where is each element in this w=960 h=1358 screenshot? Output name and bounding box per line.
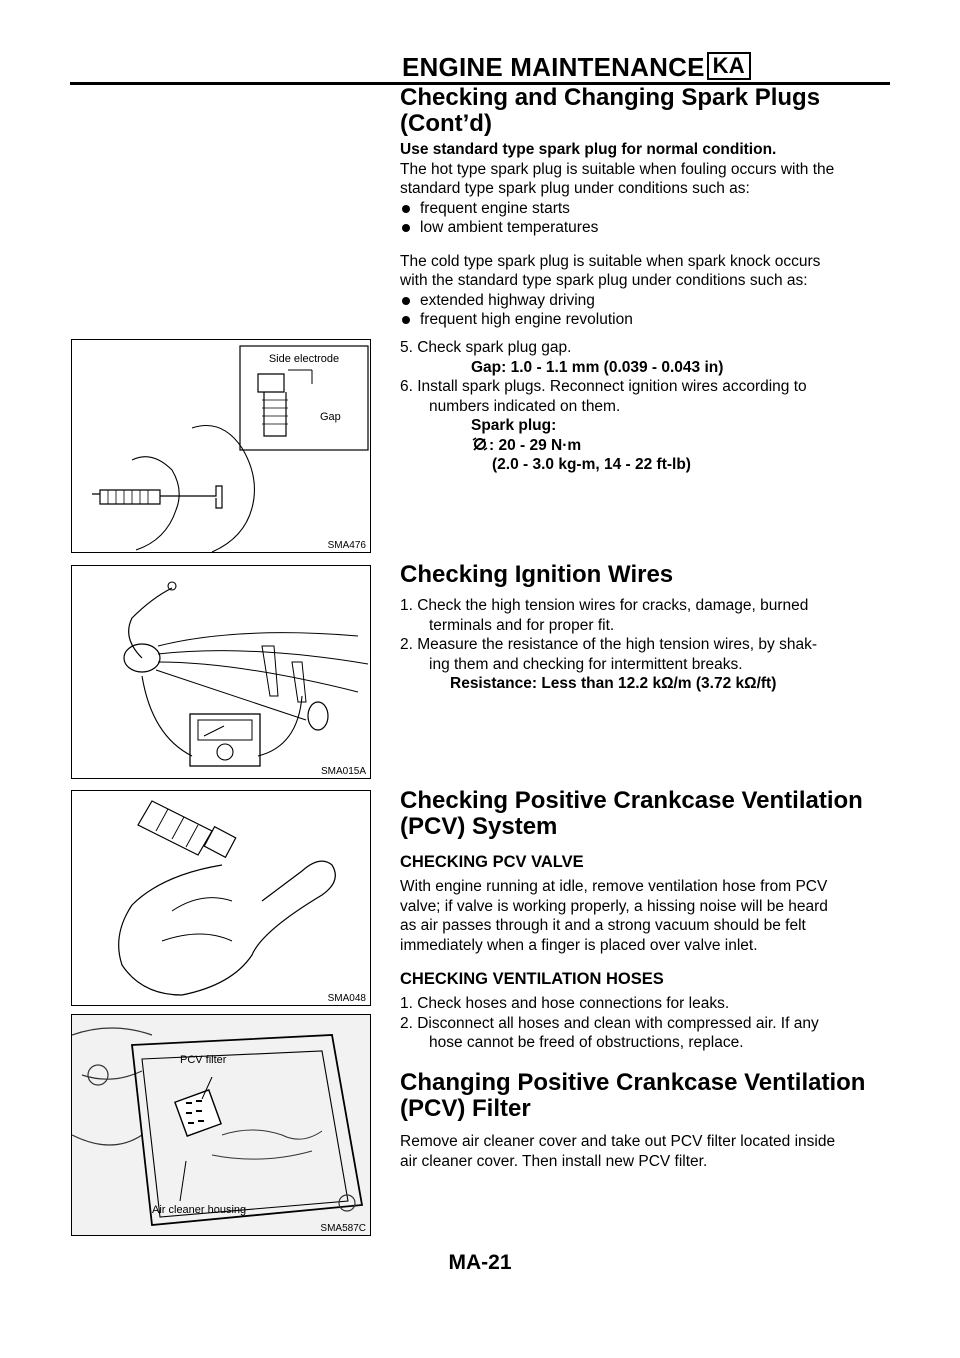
valve-text-line: With engine running at idle, remove ventilation hose from PCV: [400, 878, 828, 895]
page-number: MA-21: [448, 1251, 512, 1274]
filter-text-line: air cleaner cover. Then install new PCV filter.: [400, 1152, 708, 1170]
label-air-cleaner-housing: Air cleaner housing: [152, 1204, 247, 1216]
step-1-cont: terminals and for proper fit.: [429, 616, 615, 634]
cold-intro-line: The cold type spark plug is suitable when spark knock occurs: [400, 252, 821, 270]
cold-intro-line: with the standard type spark plug under conditions such as:: [400, 272, 808, 289]
resistance-spec: Resistance: Less than 12.2 kΩ/m (3.72 kΩ/ft): [450, 675, 777, 692]
torque-value: : 20 - 29 N·m: [489, 436, 582, 454]
title-line: (PCV) System: [400, 813, 558, 840]
figure-ignition-wires: [71, 565, 371, 779]
pcv-filter-section: [400, 1070, 890, 1171]
hot-intro-line: The hot type spark plug is suitable when fouling occurs with the: [400, 160, 835, 178]
subheading-pcv-valve: CHECKING PCV VALVE: [400, 853, 584, 871]
title-line: Changing Positive Crankcase Ventilation: [400, 1069, 866, 1096]
step-6: 6. Install spark plugs. Reconnect ignition wires according to: [400, 378, 807, 395]
valve-text-line: valve; if valve is working properly, a hissing noise will be heard: [400, 897, 828, 915]
pcv-valve-illustration: [72, 791, 371, 1006]
section-title-spark-plugs: [400, 85, 890, 137]
step-2-cont: ing them and checking for intermittent breaks.: [429, 655, 743, 673]
figure-spark-plug-gap: [71, 339, 371, 553]
header-title: ENGINE MAINTENANCE: [402, 52, 705, 82]
section-title-ignition-wires: Checking Ignition Wires: [400, 561, 674, 588]
title-line: (Cont’d): [400, 110, 492, 137]
lead-text: Use standard type spark plug for normal condition.: [400, 141, 777, 158]
spark-plug-steps: [400, 338, 890, 475]
torque-label: Spark plug:: [471, 417, 557, 434]
step-1: 1. Check the high tension wires for cracks, damage, burned: [400, 597, 809, 614]
label-pcv-filter: PCV filter: [180, 1054, 227, 1066]
gap-spec: Gap: 1.0 - 1.1 mm (0.039 - 0.043 in): [471, 358, 724, 376]
figure-code: SMA587C: [320, 1223, 366, 1234]
figure-pcv-valve: [71, 790, 371, 1006]
hoses-step-1: 1. Check hoses and hose connections for leaks.: [400, 995, 730, 1012]
title-line: Checking and Changing Spark Plugs: [400, 84, 821, 111]
pcv-system-section: [400, 788, 890, 1053]
valve-text-line: as air passes through it and a strong vacuum should be felt: [400, 917, 806, 934]
torque-alt: (2.0 - 3.0 kg-m, 14 - 22 ft-lb): [492, 456, 691, 473]
figure-pcv-filter: [71, 1014, 371, 1236]
step-5: 5. Check spark plug gap.: [400, 339, 572, 356]
hot-intro-line: standard type spark plug under conditions such as:: [400, 180, 750, 197]
engine-code-tag: KA: [707, 52, 751, 80]
list-item: frequent high engine revolution: [400, 310, 890, 330]
valve-text-line: immediately when a finger is placed over valve inlet.: [400, 936, 758, 954]
ignition-wires-section: [400, 562, 890, 694]
hoses-step-2: 2. Disconnect all hoses and clean with compressed air. If any: [400, 1014, 819, 1032]
spark-plug-section: [400, 85, 890, 330]
torque-wrench-icon: [471, 436, 489, 452]
list-item: low ambient temperatures: [400, 218, 890, 238]
section-title-pcv-filter: [400, 1070, 890, 1122]
spark-plug-gap-illustration: [72, 340, 371, 553]
list-item: frequent engine starts: [400, 199, 890, 219]
figure-code: SMA048: [327, 993, 366, 1004]
ignition-wires-illustration: [72, 566, 371, 779]
figure-code: SMA476: [327, 540, 366, 551]
step-2: 2. Measure the resistance of the high tension wires, by shak-: [400, 636, 817, 653]
pcv-filter-illustration: [72, 1015, 371, 1236]
hoses-step-2-cont: hose cannot be freed of obstructions, replace.: [429, 1034, 744, 1051]
step-6-cont: numbers indicated on them.: [429, 397, 621, 415]
figure-code: SMA015A: [320, 766, 366, 777]
title-line: (PCV) Filter: [400, 1095, 531, 1122]
list-item: extended highway driving: [400, 291, 890, 311]
torque-value-row: [400, 436, 890, 456]
subheading-ventilation-hoses: CHECKING VENTILATION HOSES: [400, 970, 664, 988]
label-side-electrode: Side electrode: [268, 353, 340, 365]
title-line: Checking Positive Crankcase Ventilation: [400, 787, 863, 814]
label-gap: Gap: [320, 411, 341, 423]
section-title-pcv-system: [400, 788, 890, 840]
page-header: [402, 52, 751, 83]
filter-text-line: Remove air cleaner cover and take out PCV filter located inside: [400, 1133, 836, 1150]
